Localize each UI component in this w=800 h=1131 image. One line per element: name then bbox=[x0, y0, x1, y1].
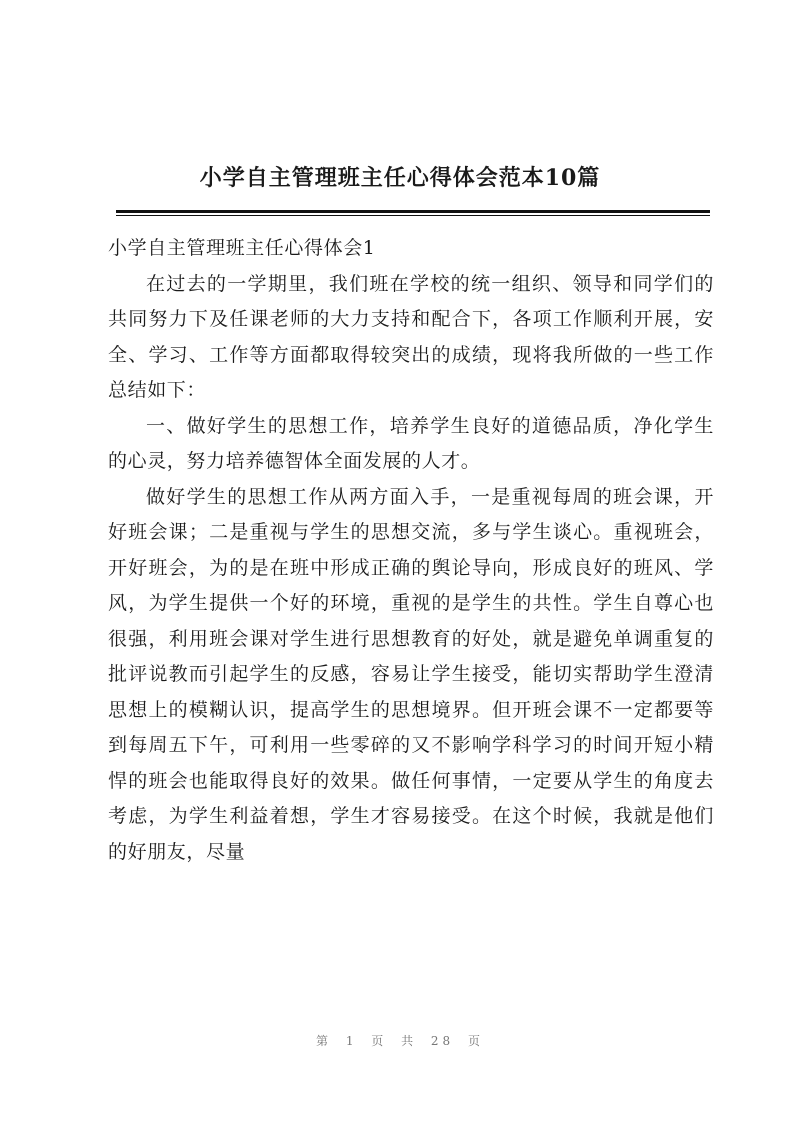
paragraph-intro: 在过去的一学期里，我们班在学校的统一组织、领导和同学们的共同努力下及任课老师的大力支持和配合下，各项工作顺利开展，安全、学习、工作等方面都取得较突出的成绩，现将我所做的一些工作总结如下： bbox=[108, 272, 714, 401]
page-number-footer: 第 1 页 共 28 页 bbox=[316, 1034, 484, 1048]
paragraph-point-one: 一、做好学生的思想工作，培养学生良好的道德品质，净化学生的心灵，努力培养德智体全面发展的人才。 bbox=[108, 414, 714, 472]
document-title: 小学自主管理班主任心得体会范本10篇 bbox=[199, 165, 601, 191]
section-heading: 小学自主管理班主任心得体会1 bbox=[108, 237, 376, 259]
title-divider-thick bbox=[116, 210, 710, 213]
document-body bbox=[108, 231, 714, 870]
title-divider-thin bbox=[116, 215, 710, 216]
paragraph-body: 做好学生的思想工作从两方面入手，一是重视每周的班会课，开好班会课；二是重视与学生的思想交流，多与学生谈心。重视班会，开好班会，为的是在班中形成正确的舆论导向，形成良好的班风、学风，为学生提供一个好的环境，重视的是学生的共性。学生自尊心也很强，利用班会课对学生进行思想教育的好处，就是避免单调重复的批评说教而引起学生的反感，容易让学生接受，能切实帮助学生澄清思想上的模糊认识，提高学生的思想境界。但开班会课不一定都要等到每周五下午，可利用一些零碎的又不影响学科学习的时间开短小精悍的班会也能取得良好的效果。做任何事情，一定要从学生的角度去考虑，为学生利益着想，学生才容易接受。在这个时候，我就是他们的好朋友，尽量 bbox=[108, 485, 714, 863]
